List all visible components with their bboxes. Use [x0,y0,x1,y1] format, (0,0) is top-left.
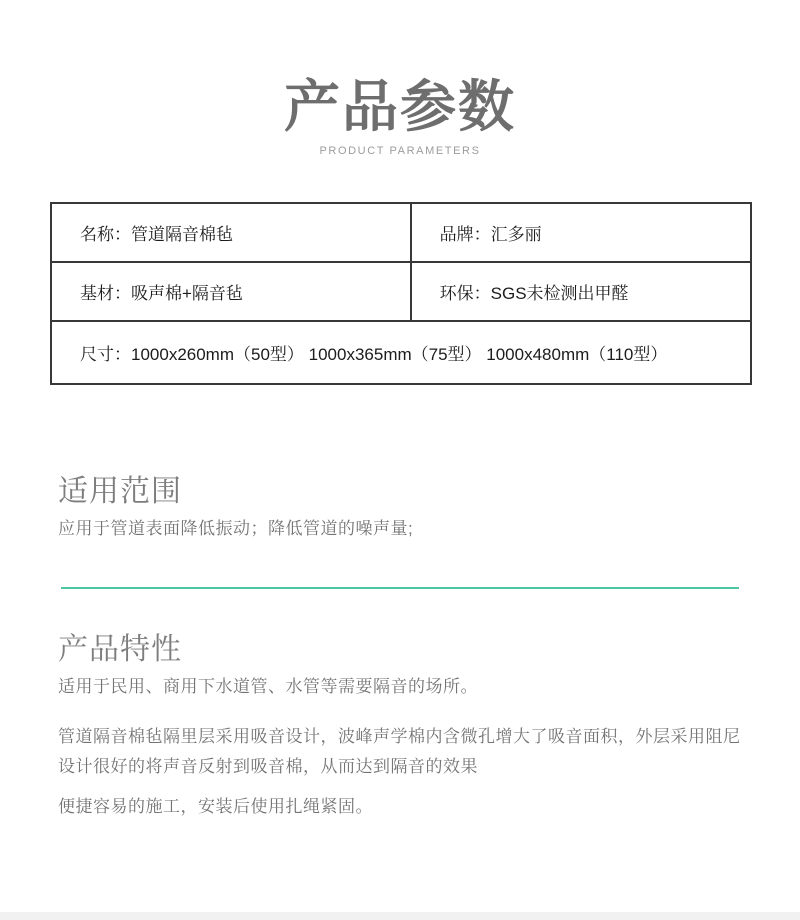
features-paragraph: 管道隔音棉毡隔里层采用吸音设计，波峰声学棉内含微孔增大了吸音面积，外层采用阻尼设计很好的将声音反射到吸音棉，从而达到隔音的效果 [58,727,741,776]
bottom-section-divider [0,912,800,920]
spec-cell-size: 尺寸：1000x260mm（50型） 1000x365mm（75型） 1000x480mm（110型） [51,321,751,384]
features-paragraph: 便捷容易的施工，安装后使用扎绳紧固。 [58,797,373,816]
spec-cell-environment: 环保：SGS未检测出甲醛 [411,262,751,321]
section-title-scope: 适用范围 [58,475,182,508]
page-subtitle: PRODUCT PARAMETERS [319,145,481,157]
features-paragraph: 适用于民用、商用下水道管、水管等需要隔音的场所。 [58,677,478,696]
section-title-features: 产品特性 [58,633,182,666]
spec-cell-name: 名称：管道隔音棉毡 [51,203,411,262]
page-header [0,75,800,157]
page-title: 产品参数 [284,75,516,138]
spec-cell-material: 基材：吸声棉+隔音毡 [51,262,411,321]
table-row [51,262,751,321]
scope-paragraph: 应用于管道表面降低振动；降低管道的噪声量; [58,519,414,538]
spec-cell-brand: 品牌：汇多丽 [411,203,751,262]
table-row [51,203,751,262]
teal-divider-line [61,587,739,589]
table-row [51,321,751,384]
product-spec-table [50,202,752,385]
